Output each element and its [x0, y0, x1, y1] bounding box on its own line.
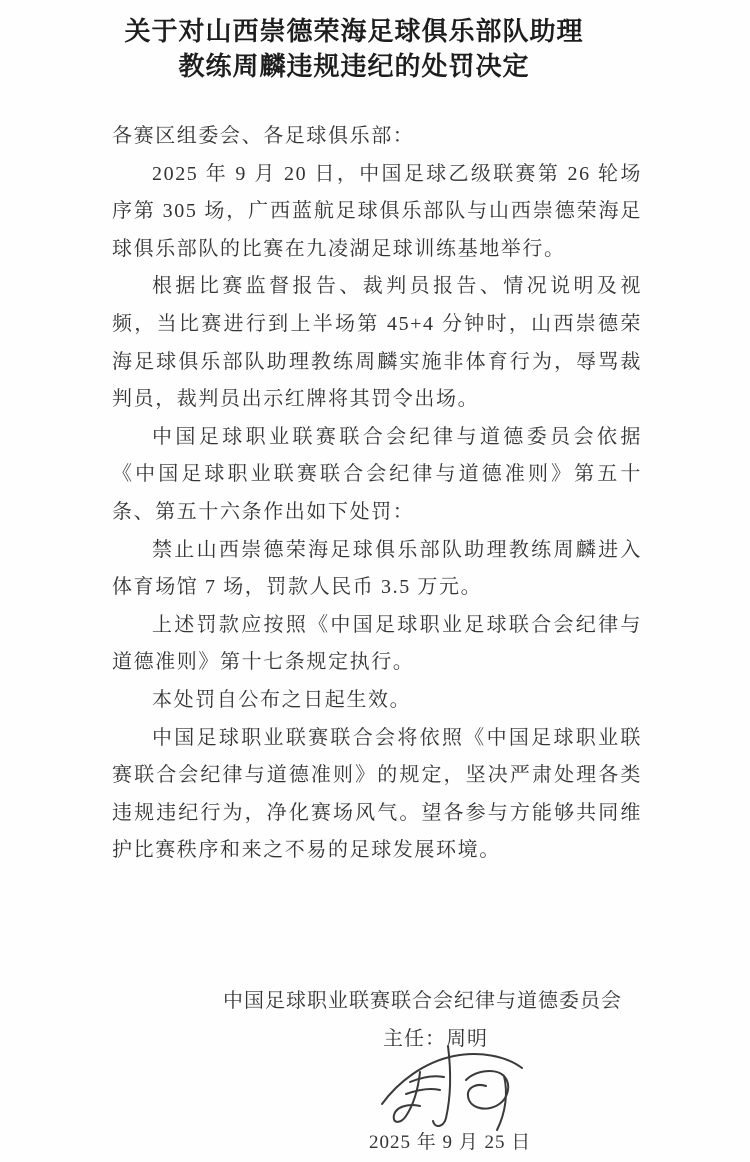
document-body [112, 118, 642, 870]
body-paragraph: 禁止山西崇德荣海足球俱乐部队助理教练周麟进入体育场馆 7 场，罚款人民币 3.5 万元。 [112, 538, 642, 599]
signoff-committee: 中国足球职业联赛联合会纪律与道德委员会 [223, 990, 622, 1012]
signoff-director: 主任：周明 [383, 1028, 488, 1050]
body-paragraph: 2025 年 9 月 20 日，中国足球乙级联赛第 26 轮场序第 305 场，广西蓝航足球俱乐部队与山西崇德荣海足球俱乐部队的比赛在九凌湖足球训练基地举行。 [112, 162, 642, 260]
body-paragraph: 中国足球职业联赛联合会将依照《中国足球职业联赛联合会纪律与道德准则》的规定，坚决严肃处理各类违规违纪行为，净化赛场风气。望各参与方能够共同维护比赛秩序和来之不易的足球发展环境。 [112, 726, 642, 862]
body-paragraph: 中国足球职业联赛联合会纪律与道德委员会依据《中国足球职业联赛联合会纪律与道德准则》第五十条、第五十六条作出如下处罚： [112, 425, 642, 523]
body-paragraph: 上述罚款应按照《中国足球职业足球联合会纪律与道德准则》第十七条规定执行。 [112, 613, 642, 674]
salutation: 各赛区组委会、各足球俱乐部： [112, 125, 415, 147]
body-paragraph: 本处罚自公布之日起生效。 [152, 688, 412, 711]
document-title-line1: 关于对山西崇德荣海足球俱乐部队助理 [124, 17, 584, 46]
document-title-line2: 教练周麟违规违纪的处罚决定 [178, 52, 530, 81]
body-paragraph: 根据比赛监督报告、裁判员报告、情况说明及视频，当比赛进行到上半场第 45+4 分钟时，山西崇德荣海足球俱乐部队助理教练周麟实施非体育行为，辱骂裁判员，裁判员出示红牌将其罚令出场。 [112, 275, 642, 411]
signoff-date: 2025 年 9 月 25 日 [369, 1132, 532, 1153]
handwritten-signature-icon [376, 1040, 528, 1134]
document-title [0, 0, 750, 84]
